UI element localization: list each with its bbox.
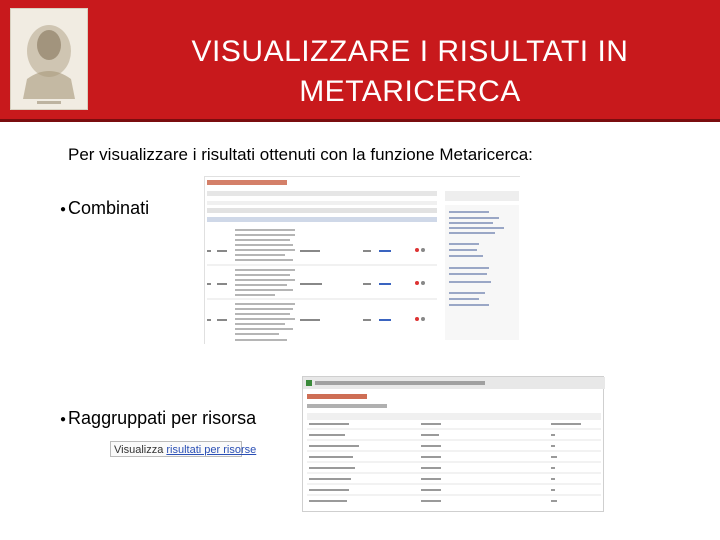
slide-title: [110, 32, 710, 112]
view-by-resource-link[interactable]: risultati per risorse: [166, 444, 257, 456]
bullet-grouped: [60, 408, 256, 429]
grouped-table-thumbnail: [303, 377, 605, 513]
bullet-combined: [60, 198, 149, 219]
grouped-results-screenshot: [302, 376, 604, 512]
results-table-thumbnail: [205, 177, 521, 345]
view-by-resource-link-screenshot: [110, 441, 257, 457]
intro-text: Per visualizzare i risultati ottenuti con la funzione Metaricerca:: [68, 145, 533, 164]
slide-header: [0, 0, 720, 122]
title-line-1: VISUALIZZARE I RISULTATI IN: [191, 35, 629, 68]
portrait-image: [10, 8, 88, 110]
portrait-icon: [11, 9, 87, 109]
bullet-label: Raggruppati per risorsa: [68, 408, 257, 428]
link-prefix: Visualizza: [114, 444, 167, 456]
title-line-2: METARICERCA: [299, 75, 521, 108]
combined-results-screenshot: [204, 176, 520, 344]
bullet-dot-icon: ●: [60, 413, 67, 425]
bullet-label: Combinati: [68, 198, 150, 218]
bullet-dot-icon: ●: [60, 203, 67, 215]
